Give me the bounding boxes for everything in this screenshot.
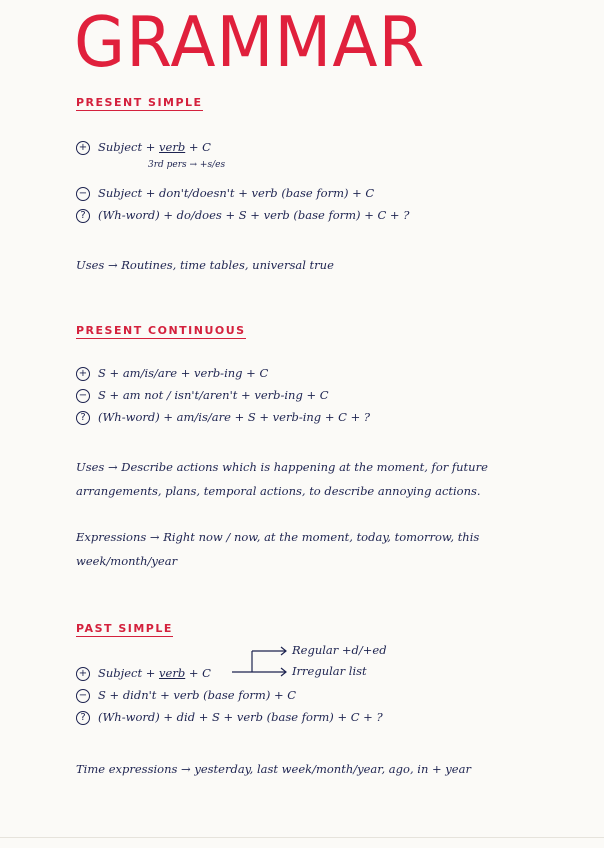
question-icon: ? — [76, 711, 90, 725]
past-time-expressions: Time expressions → yesterday, last week/month/year, ago, in + year — [76, 762, 471, 776]
pc-negative: − S + am not / isn't/aren't + verb-ing + C — [76, 388, 329, 403]
plus-icon: + — [76, 367, 90, 381]
minus-icon: − — [76, 187, 90, 201]
past-affirmative: + Subject + verb + C — [76, 666, 211, 681]
ps-uses: Uses → Routines, time tables, universal true — [76, 258, 334, 272]
pc-expressions-line-2: week/month/year — [76, 554, 178, 568]
ps-question: ? (Wh-word) + do/does + S + verb (base form) + C + ? — [76, 208, 409, 223]
heading-past-simple: PAST SIMPLE — [76, 622, 173, 635]
plus-icon: + — [76, 141, 90, 155]
pc-affirmative: + S + am/is/are + verb-ing + C — [76, 366, 268, 381]
page-title: GRAMMAR — [74, 2, 426, 83]
heading-present-continuous: PRESENT CONTINUOUS — [76, 324, 246, 337]
question-icon: ? — [76, 411, 90, 425]
ps-affirmative: + Subject + verb + C — [76, 140, 211, 155]
question-icon: ? — [76, 209, 90, 223]
past-negative: − S + didn't + verb (base form) + C — [76, 688, 296, 703]
past-question: ? (Wh-word) + did + S + verb (base form) + C + ? — [76, 710, 383, 725]
minus-icon: − — [76, 689, 90, 703]
pc-expressions-line-1: Expressions → Right now / now, at the moment, today, tomorrow, this — [76, 530, 480, 544]
ps-third-person-note: 3rd pers → +s/es — [148, 160, 226, 170]
heading-present-simple: PRESENT SIMPLE — [76, 96, 203, 109]
ps-negative: − Subject + don't/doesn't + verb (base form) + C — [76, 186, 374, 201]
ps-regular-note: Regular +d/+ed — [292, 643, 387, 657]
plus-icon: + — [76, 667, 90, 681]
pc-question: ? (Wh-word) + am/is/are + S + verb-ing + C + ? — [76, 410, 370, 425]
pc-uses-line-1: Uses → Describe actions which is happening at the moment, for future — [76, 460, 488, 474]
page-edge-divider — [0, 837, 604, 838]
ps-irregular-note: Irregular list — [292, 664, 367, 678]
pc-uses-line-2: arrangements, plans, temporal actions, to describe annoying actions. — [76, 484, 481, 498]
minus-icon: − — [76, 389, 90, 403]
